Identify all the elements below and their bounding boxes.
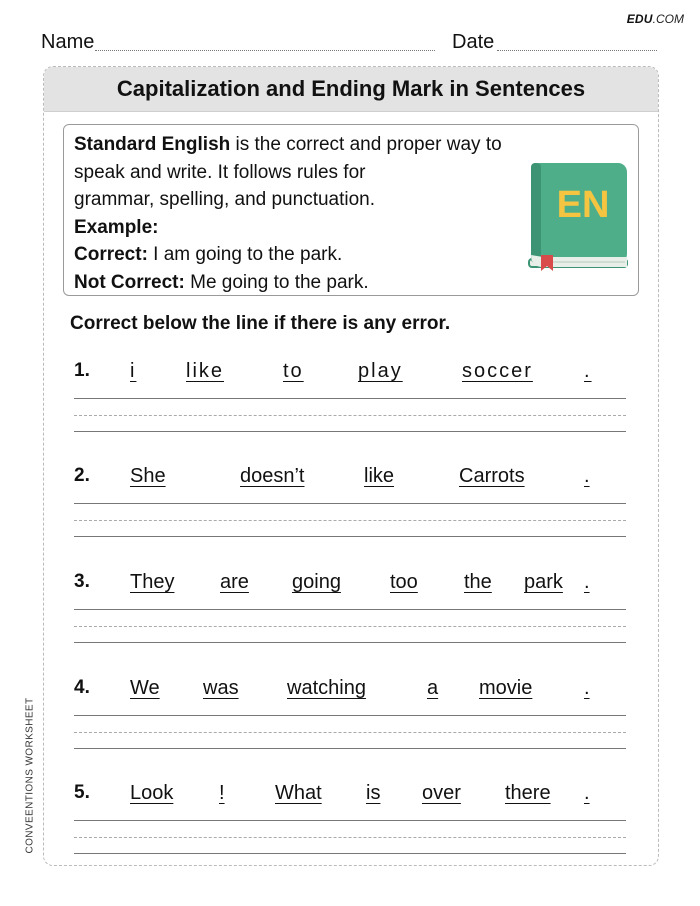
word: watching bbox=[287, 677, 366, 699]
word: She bbox=[130, 465, 166, 487]
book-label: EN bbox=[556, 184, 610, 226]
word: doesn’t bbox=[240, 465, 305, 487]
answer-line bbox=[74, 642, 626, 643]
word: is bbox=[366, 782, 381, 804]
term: Standard English bbox=[74, 134, 231, 155]
date-line bbox=[497, 50, 657, 51]
item-number: 2. bbox=[74, 465, 90, 486]
word: What bbox=[275, 782, 322, 804]
word: . bbox=[584, 782, 590, 804]
worksheet-title: Capitalization and Ending Mark in Sentences bbox=[44, 67, 658, 112]
word: over bbox=[422, 782, 461, 804]
word: Carrots bbox=[459, 465, 525, 487]
answer-line bbox=[74, 536, 626, 537]
name-line bbox=[95, 50, 435, 51]
word: going bbox=[292, 571, 341, 593]
answer-line bbox=[74, 853, 626, 854]
word: there bbox=[505, 782, 551, 804]
item-number: 1. bbox=[74, 360, 90, 381]
word: like bbox=[364, 465, 395, 487]
word: We bbox=[130, 677, 160, 699]
word: to bbox=[283, 360, 304, 382]
correct-label: Correct: bbox=[74, 244, 148, 265]
word: movie bbox=[479, 677, 533, 699]
sentence-item-4 bbox=[74, 677, 626, 777]
word: like bbox=[186, 360, 225, 382]
word: was bbox=[203, 677, 239, 699]
definition-part2: speak and write. It follows rules for bbox=[74, 161, 366, 183]
instruction: Correct below the line if there is any error. bbox=[70, 313, 451, 334]
sentence-item-5 bbox=[74, 782, 626, 882]
answer-line bbox=[74, 715, 626, 716]
sentence-item-2 bbox=[74, 465, 626, 565]
word: a bbox=[427, 677, 439, 699]
brand-logo: EDU.COM bbox=[626, 12, 684, 26]
word: . bbox=[584, 360, 592, 382]
word: ! bbox=[219, 782, 225, 804]
word: are bbox=[220, 571, 249, 593]
answer-line bbox=[74, 503, 626, 504]
incorrect-text: Me going to the park. bbox=[184, 271, 369, 293]
date-label: Date bbox=[452, 31, 495, 53]
answer-line bbox=[74, 431, 626, 432]
answer-line bbox=[74, 732, 626, 733]
word: i bbox=[130, 360, 137, 382]
word: Look bbox=[130, 782, 174, 804]
word: park bbox=[524, 571, 563, 593]
answer-line bbox=[74, 748, 626, 749]
incorrect-label: Not Correct: bbox=[74, 271, 185, 293]
answer-line bbox=[74, 415, 626, 416]
item-number: 3. bbox=[74, 571, 90, 592]
answer-line bbox=[74, 398, 626, 399]
word: . bbox=[584, 677, 590, 699]
book-icon bbox=[523, 159, 633, 275]
name-label: Name bbox=[41, 31, 95, 53]
word: play bbox=[358, 360, 403, 382]
example-label: Example: bbox=[74, 216, 159, 238]
item-number: 5. bbox=[74, 782, 90, 803]
info-text bbox=[74, 131, 504, 296]
word: . bbox=[584, 465, 590, 487]
answer-line bbox=[74, 626, 626, 627]
answer-line bbox=[74, 520, 626, 521]
answer-line bbox=[74, 609, 626, 610]
definition-part3: grammar, spelling, and punctuation. bbox=[74, 189, 376, 210]
item-number: 4. bbox=[74, 677, 90, 698]
word: . bbox=[584, 571, 590, 593]
info-box bbox=[63, 124, 639, 296]
answer-line bbox=[74, 837, 626, 838]
side-label: CONVEENTIONS WORKSHEET bbox=[24, 697, 36, 854]
sentence-item-1 bbox=[74, 360, 626, 460]
correct-text: I am going to the park. bbox=[147, 244, 343, 265]
sentence-item-3 bbox=[74, 571, 626, 671]
answer-line bbox=[74, 820, 626, 821]
definition-part1: is the correct and proper way to bbox=[230, 134, 502, 155]
word: the bbox=[464, 571, 492, 593]
word: soccer bbox=[462, 360, 533, 382]
word: too bbox=[390, 571, 418, 593]
word: They bbox=[130, 571, 175, 593]
